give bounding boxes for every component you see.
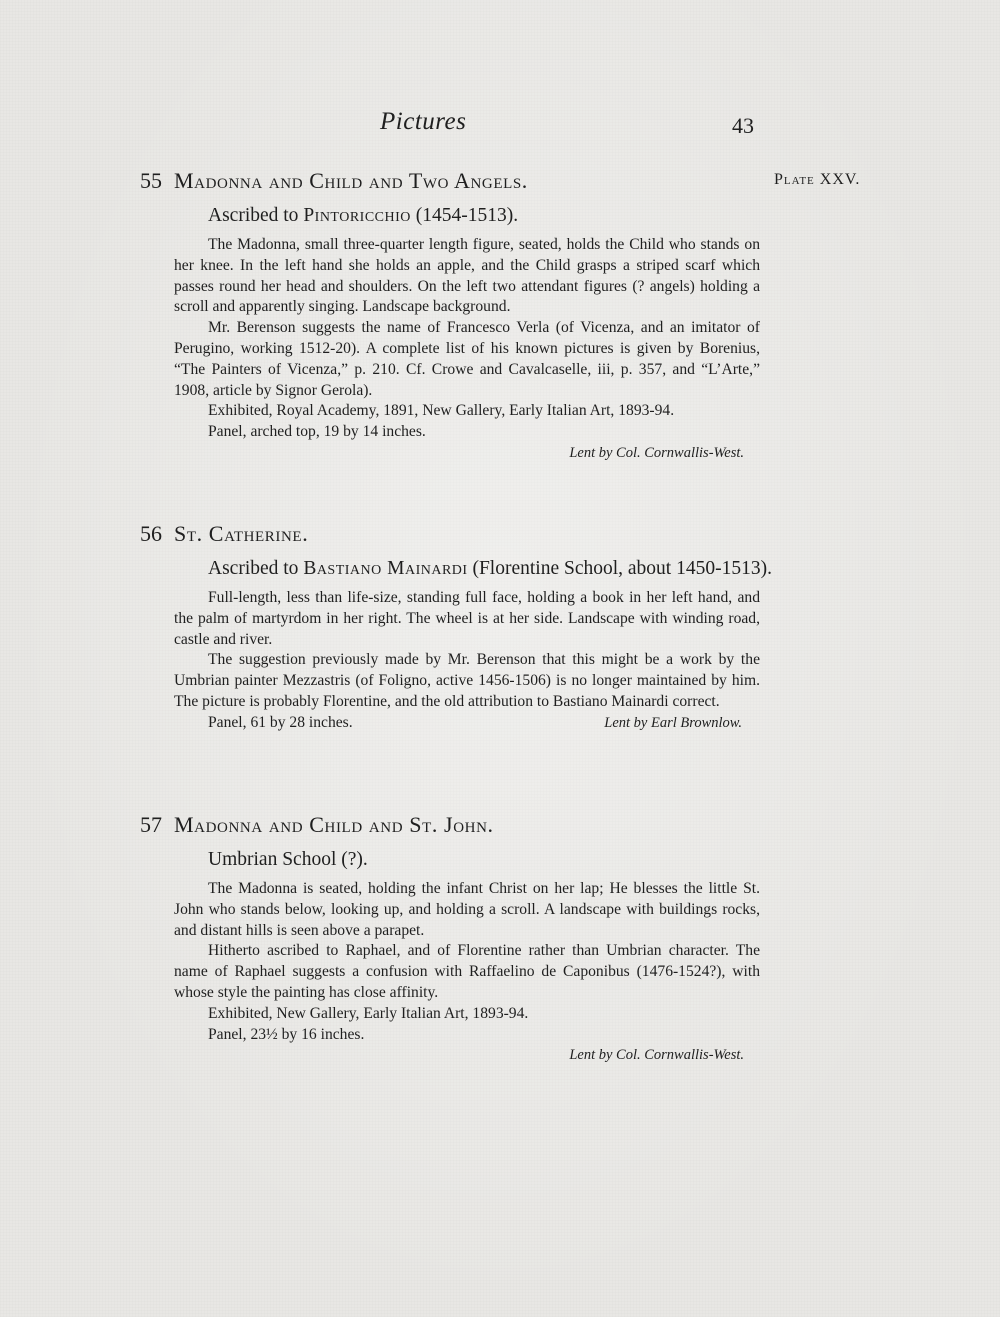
catalogue-entry-57 xyxy=(140,812,760,1065)
entry-heading xyxy=(140,521,760,555)
entry-title: St. Catherine. xyxy=(174,521,309,546)
running-title: Pictures xyxy=(380,108,467,135)
entry-title: Madonna and Child and Two Angels. xyxy=(174,168,528,193)
plate-label: Plate XXV. xyxy=(774,171,861,188)
ascribed-dates: (Florentine School, about 1450-1513). xyxy=(472,558,772,579)
description-paragraph: Full-length, less than life-size, standing full face, holding a book in her left hand, and the palm of martyrdom in her right. The wheel is at her side. Landscape with winding road, castle and river. xyxy=(174,589,760,648)
ascribed-prefix: Ascribed to xyxy=(208,205,299,226)
dimensions-note: Panel, 61 by 28 inches. xyxy=(208,713,353,731)
exhibition-note: Exhibited, Royal Academy, 1891, New Gallery, Early Italian Art, 1893-94. xyxy=(208,402,675,420)
artist-name: Bastiano Mainardi xyxy=(303,558,468,579)
entry-title: Madonna and Child and St. John. xyxy=(174,812,494,837)
description-paragraph: Hitherto ascribed to Raphael, and of Florentine rather than Umbrian character. The name of Raphael suggests a confusion with Raffaelino de Caponibus (1476-1524?), with whose style the painting has close affinity. xyxy=(174,942,760,1001)
entry-heading xyxy=(140,168,861,202)
dimensions-note: Panel, 23½ by 16 inches. xyxy=(208,1025,365,1043)
exhibition-note: Exhibited, New Gallery, Early Italian Art, 1893-94. xyxy=(208,1004,529,1022)
ascribed-dates: (1454-1513). xyxy=(415,205,519,226)
entry-description xyxy=(174,235,760,443)
entry-number: 57 xyxy=(140,812,162,837)
description-paragraph: The Madonna, small three-quarter length figure, seated, holds the Child who stands on her knee. In the left hand she holds an apple, and the Child grasps a striped scarf which passes round her head and shoulders. On the left two attendant figures (? angels) holding a scroll and apparently singing. Landscape background. xyxy=(174,236,760,316)
description-paragraph: The Madonna is seated, holding the infant Christ on her lap; He blesses the little St. John who stands below, looking up, and holding a scroll. A landscape with buildings rocks, and distant hills is seen above a parapet. xyxy=(174,880,760,939)
entry-number: 55 xyxy=(140,168,162,193)
dimensions-row xyxy=(174,713,760,734)
lender-credit: Lent by Earl Brownlow. xyxy=(604,714,742,731)
catalogue-entry-56 xyxy=(140,521,772,734)
attribution-line: Umbrian School (?). xyxy=(208,849,368,870)
description-paragraph: The suggestion previously made by Mr. Berenson that this might be a work by the Umbrian painter Mezzastris (of Foligno, active 1456-1506) is no longer maintained by him. The picture is probably Florentine, and the old attribution to Bastiano Mainardi correct. xyxy=(174,651,760,710)
description-paragraph: Mr. Berenson suggests the name of Francesco Verla (of Vicenza, and an imitator of Perugino, working 1512-20). A complete list of his known pictures is given by Borenius, “The Painters of Vicenza,” p. 210. Cf. Crowe and Cavalcaselle, iii, p. 357, and “L’Arte,” 1908, article by Signor Gerola). xyxy=(174,319,760,399)
lender-credit: Lent by Col. Cornwallis-West. xyxy=(569,444,744,461)
attribution-line xyxy=(208,203,798,229)
dimensions-and-lender xyxy=(174,713,760,734)
entry-description xyxy=(174,879,760,1045)
entry-heading xyxy=(140,812,760,846)
entry-description xyxy=(174,588,760,713)
catalogue-entry-55 xyxy=(140,168,861,463)
artist-name: Pintoricchio xyxy=(303,205,411,226)
entry-number: 56 xyxy=(140,521,162,546)
lender-credit: Lent by Col. Cornwallis-West. xyxy=(569,1047,744,1064)
dimensions-note: Panel, arched top, 19 by 14 inches. xyxy=(208,423,426,441)
attribution-line xyxy=(208,556,798,582)
page-number: 43 xyxy=(732,113,754,138)
ascribed-prefix: Ascribed to xyxy=(208,558,299,579)
